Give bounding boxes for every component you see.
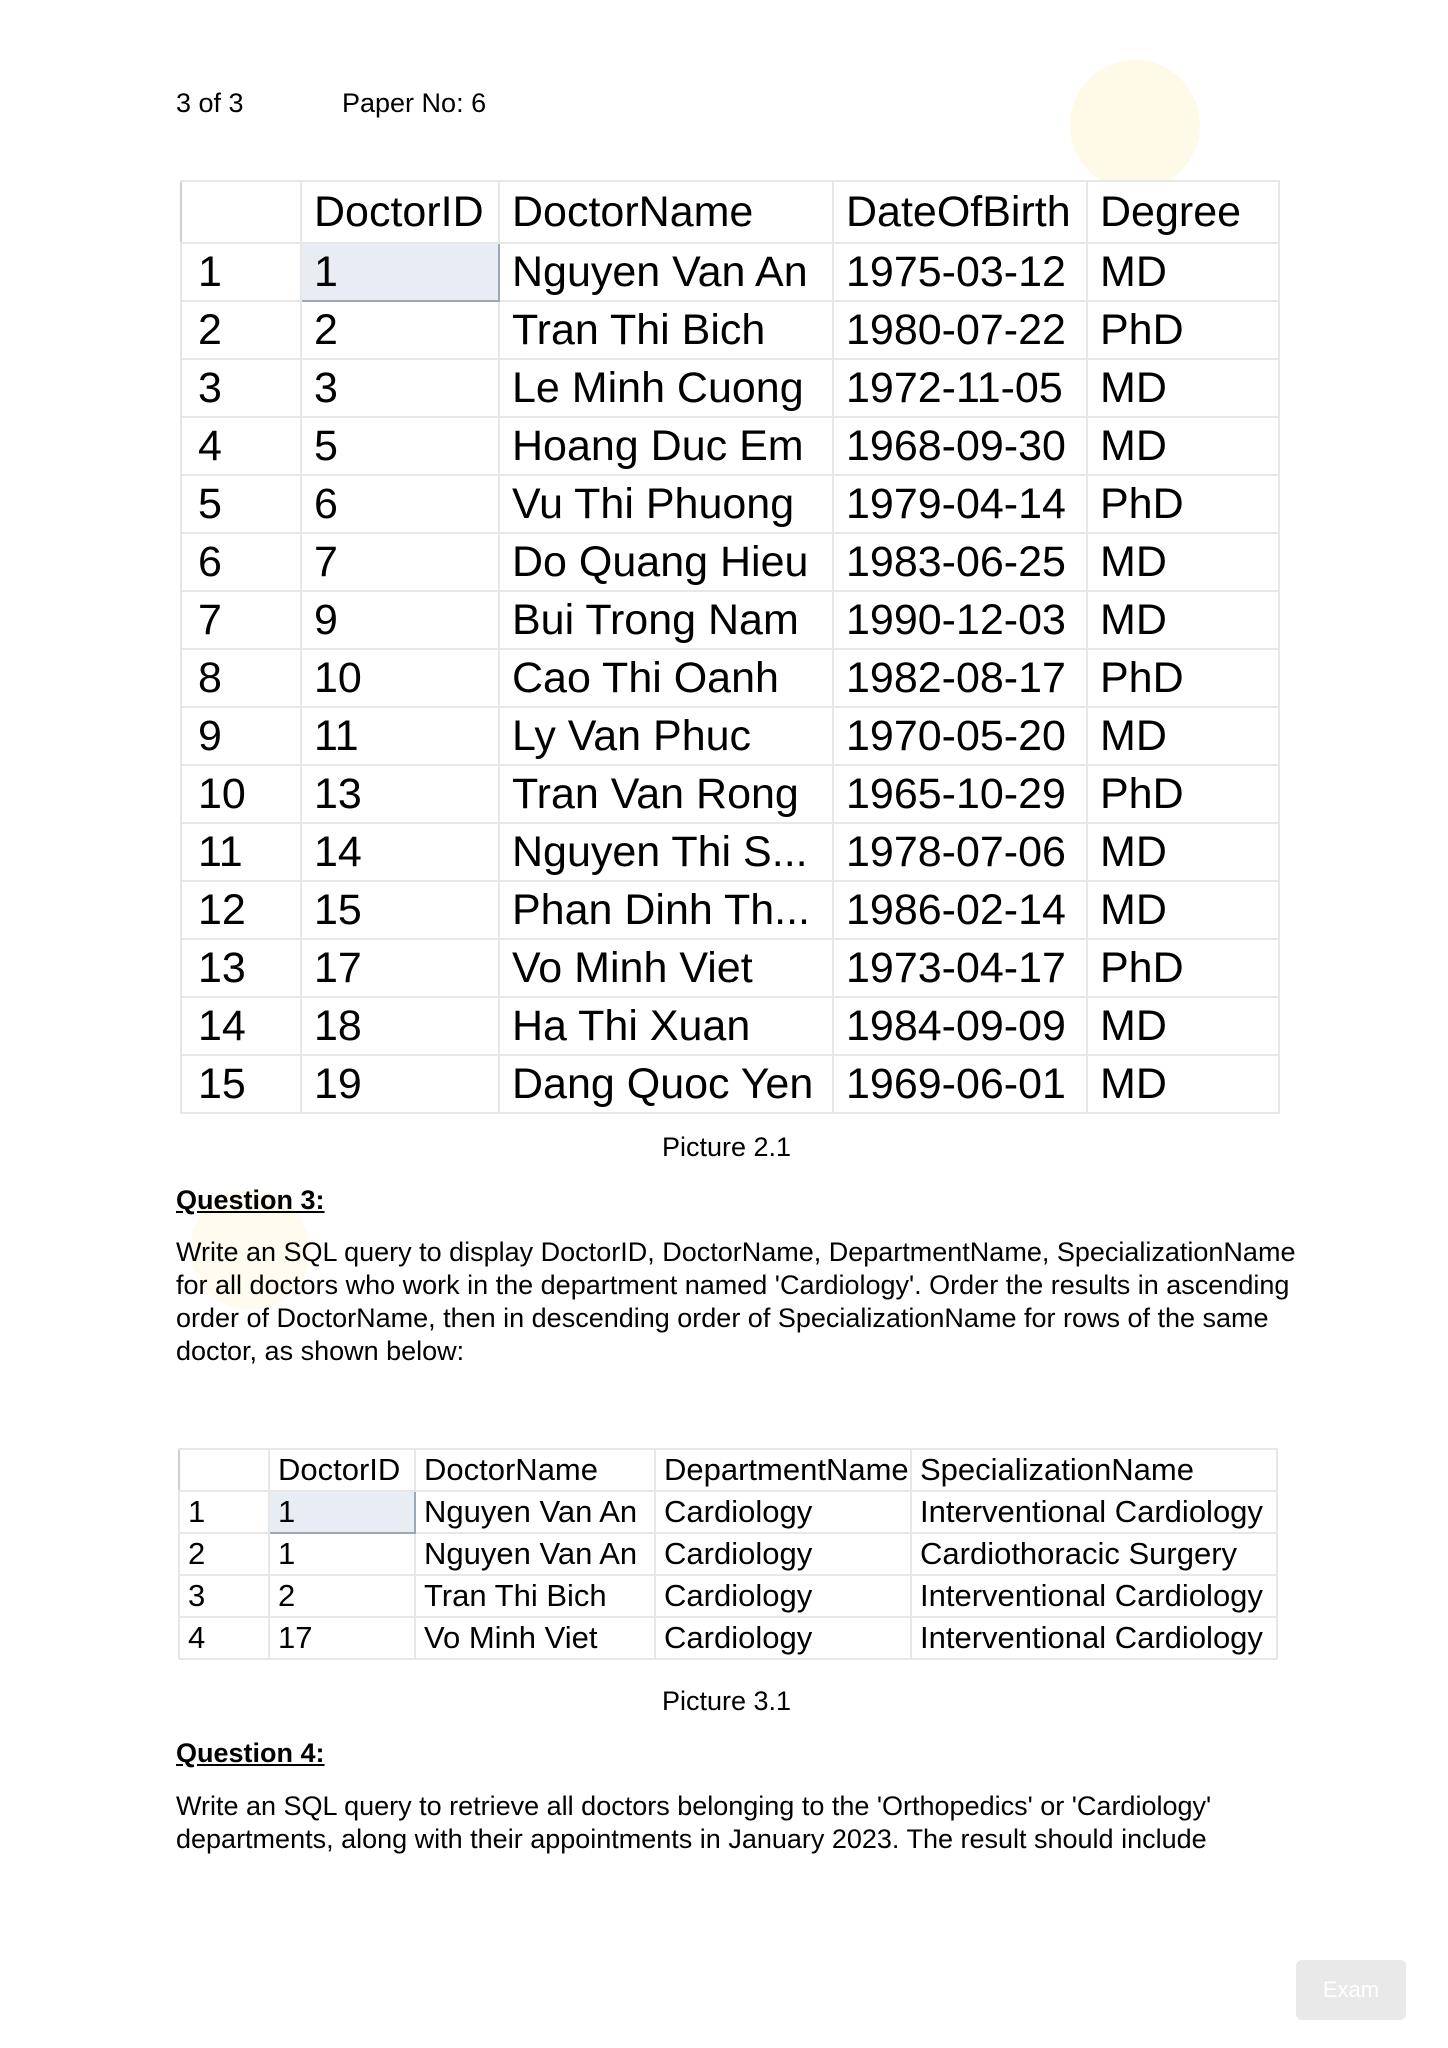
table-cell[interactable]: Vu Thi Phuong [499, 475, 833, 533]
table-cell[interactable]: 2 [269, 1575, 415, 1617]
table-cell[interactable]: 11 [301, 707, 499, 765]
exam-logo: Exam [1296, 1960, 1406, 2020]
table-row[interactable] [181, 997, 1279, 1055]
column-header[interactable]: DepartmentName [655, 1449, 911, 1491]
table-cell[interactable]: 1986-02-14 [833, 881, 1087, 939]
table-cell[interactable]: 1 [269, 1491, 415, 1533]
table-cell[interactable]: MD [1087, 881, 1279, 939]
table-row[interactable] [179, 1533, 1277, 1575]
table-cell[interactable]: Dang Quoc Yen [499, 1055, 833, 1113]
table-cell[interactable]: 1984-09-09 [833, 997, 1087, 1055]
table-cell[interactable]: 1972-11-05 [833, 359, 1087, 417]
table-cell[interactable]: 10 [301, 649, 499, 707]
row-number-cell[interactable]: 14 [181, 997, 301, 1055]
table-cell[interactable]: Do Quang Hieu [499, 533, 833, 591]
table-row[interactable] [181, 649, 1279, 707]
grid-header-row [179, 1449, 1277, 1491]
watermark-stamp [1070, 60, 1200, 190]
table-cell[interactable]: Cardiology [655, 1491, 911, 1533]
table-cell[interactable]: PhD [1087, 475, 1279, 533]
row-number-cell[interactable]: 13 [181, 939, 301, 997]
table-cell[interactable]: 1965-10-29 [833, 765, 1087, 823]
table-cell[interactable]: 1975-03-12 [833, 243, 1087, 301]
table-cell[interactable]: PhD [1087, 765, 1279, 823]
table-cell[interactable]: 1980-07-22 [833, 301, 1087, 359]
column-header[interactable]: DoctorName [499, 181, 833, 243]
table-cell[interactable]: 1979-04-14 [833, 475, 1087, 533]
table-cell[interactable]: 9 [301, 591, 499, 649]
row-number-cell[interactable]: 6 [181, 533, 301, 591]
table-cell[interactable]: Le Minh Cuong [499, 359, 833, 417]
table-cell[interactable]: Tran Van Rong [499, 765, 833, 823]
paper-number: Paper No: 6 [342, 88, 487, 118]
table-cell[interactable]: 1990-12-03 [833, 591, 1087, 649]
row-number-cell[interactable]: 4 [181, 417, 301, 475]
row-number-cell[interactable]: 1 [181, 243, 301, 301]
row-number-cell[interactable]: 3 [179, 1575, 269, 1617]
table-row[interactable] [181, 359, 1279, 417]
table-row[interactable] [181, 475, 1279, 533]
table-cell[interactable]: 1 [301, 243, 499, 301]
table-cell[interactable]: 17 [301, 939, 499, 997]
row-number-cell[interactable]: 5 [181, 475, 301, 533]
table-cell[interactable]: 1982-08-17 [833, 649, 1087, 707]
table-row[interactable] [181, 301, 1279, 359]
row-number-cell[interactable]: 9 [181, 707, 301, 765]
table-cell[interactable]: 2 [301, 301, 499, 359]
table-row[interactable] [181, 707, 1279, 765]
table-row[interactable] [181, 417, 1279, 475]
figure-caption: Picture 3.1 [662, 1686, 792, 1716]
table-cell[interactable]: PhD [1087, 649, 1279, 707]
table-cell[interactable]: Nguyen Van An [415, 1533, 655, 1575]
table-cell[interactable]: 19 [301, 1055, 499, 1113]
grid-header-row [181, 181, 1279, 243]
table-cell[interactable]: Cardiology [655, 1533, 911, 1575]
table-cell[interactable]: 14 [301, 823, 499, 881]
row-number-cell[interactable]: 1 [179, 1491, 269, 1533]
table-cell[interactable]: 17 [269, 1617, 415, 1659]
table-cell[interactable]: PhD [1087, 301, 1279, 359]
cardiology-results-grid [178, 1448, 1278, 1660]
table-cell[interactable]: MD [1087, 823, 1279, 881]
table-cell[interactable]: Interventional Cardiology [911, 1575, 1277, 1617]
column-header[interactable]: SpecializationName [911, 1449, 1277, 1491]
column-header[interactable]: Degree [1087, 181, 1279, 243]
row-number-cell[interactable]: 11 [181, 823, 301, 881]
table-row[interactable] [181, 1055, 1279, 1113]
table-cell[interactable]: Vo Minh Viet [415, 1617, 655, 1659]
table-cell[interactable]: 1968-09-30 [833, 417, 1087, 475]
table-row[interactable] [181, 881, 1279, 939]
table-row[interactable] [181, 533, 1279, 591]
table-row[interactable] [181, 591, 1279, 649]
table-cell[interactable]: Nguyen Van An [415, 1491, 655, 1533]
row-number-cell[interactable]: 15 [181, 1055, 301, 1113]
column-header[interactable]: DoctorName [415, 1449, 655, 1491]
row-number-cell[interactable]: 12 [181, 881, 301, 939]
table-cell[interactable]: Vo Minh Viet [499, 939, 833, 997]
column-header[interactable]: DateOfBirth [833, 181, 1087, 243]
table-cell[interactable]: PhD [1087, 939, 1279, 997]
table-cell[interactable]: Hoang Duc Em [499, 417, 833, 475]
row-number-cell[interactable]: 2 [181, 301, 301, 359]
row-number-cell[interactable]: 7 [181, 591, 301, 649]
table-cell[interactable]: 6 [301, 475, 499, 533]
table-cell[interactable]: Nguyen Thi S... [499, 823, 833, 881]
table-cell[interactable]: 1983-06-25 [833, 533, 1087, 591]
table-cell[interactable]: Interventional Cardiology [911, 1491, 1277, 1533]
table-cell[interactable]: 3 [301, 359, 499, 417]
question-3-text: Write an SQL query to display DoctorID, DoctorName, DepartmentName, SpecializationName for all doctors who work in the department named 'Cardiology'. Order the results in ascending order of DoctorName, then in descending order of SpecializationName for rows of the same doctor, as shown below: [176, 1237, 1296, 1366]
grid-corner-cell [179, 1449, 269, 1491]
grid-corner-cell [181, 181, 301, 243]
column-header[interactable]: DoctorID [301, 181, 499, 243]
table-cell[interactable]: 1970-05-20 [833, 707, 1087, 765]
table-cell[interactable]: Phan Dinh Th... [499, 881, 833, 939]
table-cell[interactable]: 5 [301, 417, 499, 475]
table-cell[interactable]: Tran Thi Bich [415, 1575, 655, 1617]
table-cell[interactable]: 1 [269, 1533, 415, 1575]
table-row[interactable] [179, 1617, 1277, 1659]
table-cell[interactable]: Tran Thi Bich [499, 301, 833, 359]
table-cell[interactable]: Bui Trong Nam [499, 591, 833, 649]
table-cell[interactable]: MD [1087, 243, 1279, 301]
table-row[interactable] [181, 823, 1279, 881]
row-number-cell[interactable]: 2 [179, 1533, 269, 1575]
table-cell[interactable]: Ly Van Phuc [499, 707, 833, 765]
table-row[interactable] [181, 939, 1279, 997]
table-cell[interactable]: 18 [301, 997, 499, 1055]
table-cell[interactable]: MD [1087, 359, 1279, 417]
table-row[interactable] [179, 1491, 1277, 1533]
page-number: 3 of 3 [176, 88, 244, 118]
row-number-cell[interactable]: 10 [181, 765, 301, 823]
table-cell[interactable]: Cardiology [655, 1575, 911, 1617]
table-row[interactable] [181, 243, 1279, 301]
table-cell[interactable]: MD [1087, 1055, 1279, 1113]
table-cell[interactable]: MD [1087, 417, 1279, 475]
table-cell[interactable]: 15 [301, 881, 499, 939]
table-cell[interactable]: Ha Thi Xuan [499, 997, 833, 1055]
table-cell[interactable]: MD [1087, 707, 1279, 765]
table-cell[interactable]: Cao Thi Oanh [499, 649, 833, 707]
table-cell[interactable]: 1978-07-06 [833, 823, 1087, 881]
table-cell[interactable]: 1969-06-01 [833, 1055, 1087, 1113]
table-cell[interactable]: 13 [301, 765, 499, 823]
question-4-text: Write an SQL query to retrieve all doctors belonging to the 'Orthopedics' or 'Cardiology' departments, along with their appointments in January 2023. The result should include [176, 1791, 1212, 1854]
table-cell[interactable]: 1973-04-17 [833, 939, 1087, 997]
question-3-title: Question 3: [176, 1185, 325, 1215]
column-header[interactable]: DoctorID [269, 1449, 415, 1491]
table-cell[interactable]: 7 [301, 533, 499, 591]
table-cell[interactable]: MD [1087, 591, 1279, 649]
table-cell[interactable]: Cardiothoracic Surgery [911, 1533, 1277, 1575]
table-cell[interactable]: Cardiology [655, 1617, 911, 1659]
table-row[interactable] [181, 765, 1279, 823]
table-row[interactable] [179, 1575, 1277, 1617]
row-number-cell[interactable]: 8 [181, 649, 301, 707]
figure-caption: Picture 2.1 [662, 1132, 792, 1162]
table-cell[interactable]: MD [1087, 997, 1279, 1055]
table-cell[interactable]: Nguyen Van An [499, 243, 833, 301]
question-4-title: Question 4: [176, 1738, 325, 1768]
row-number-cell[interactable]: 3 [181, 359, 301, 417]
table-cell[interactable]: Interventional Cardiology [911, 1617, 1277, 1659]
row-number-cell[interactable]: 4 [179, 1617, 269, 1659]
doctor-results-grid [180, 180, 1280, 1114]
table-cell[interactable]: MD [1087, 533, 1279, 591]
